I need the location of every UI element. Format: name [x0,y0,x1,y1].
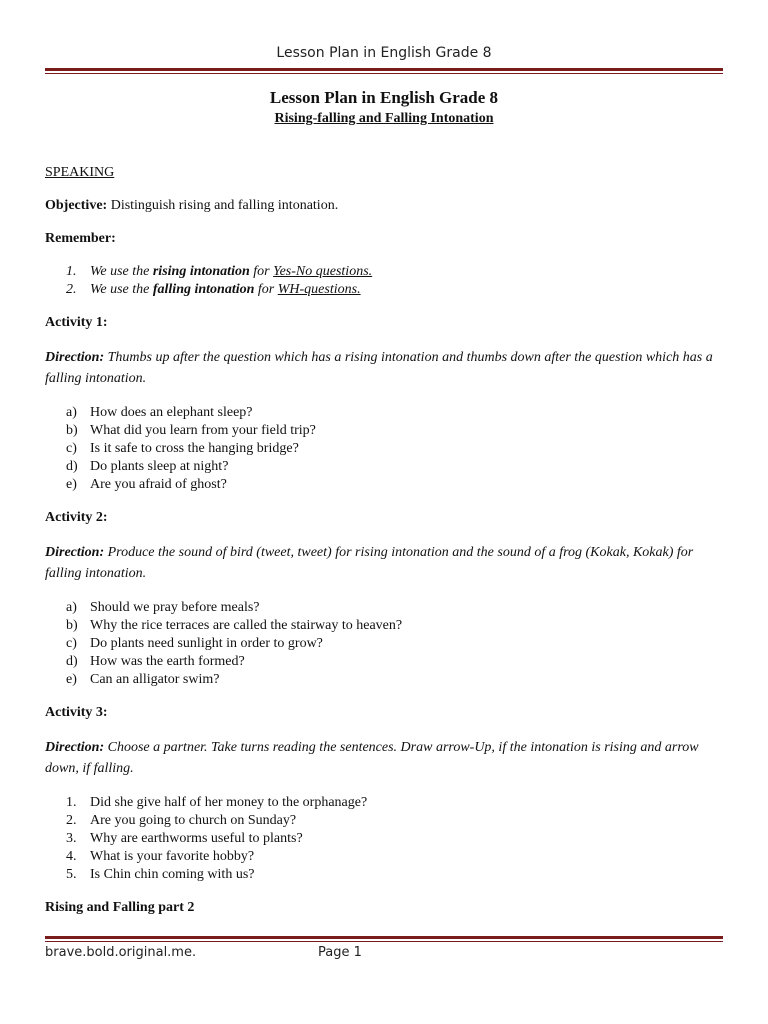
direction-label: Direction: [45,545,105,560]
list-item: b) What did you learn from your field trip? [66,423,316,438]
list-item: a) Should we pray before meals? [66,600,260,615]
list-item: e) Can an alligator swim? [66,672,220,687]
list-item: 4. What is your favorite hobby? [66,849,255,864]
activity-3-direction [45,737,720,779]
remember-heading: Remember: [45,231,116,246]
list-item: 3. Why are earthworms useful to plants? [66,831,303,846]
wh-questions-link: WH-questions. [277,282,361,297]
activity-3-list [45,794,720,884]
list-item: a) How does an elephant sleep? [66,405,253,420]
section-heading: SPEAKING [45,165,115,180]
list-item: e) Are you afraid of ghost? [66,477,227,492]
remember-list [45,263,720,299]
yes-no-questions-link: Yes-No questions. [273,264,373,279]
direction-label: Direction: [45,350,105,365]
document-title: Lesson Plan in English Grade 8 [269,88,499,107]
list-item: d) How was the earth formed? [66,654,245,669]
list-item: 1. We use the rising intonation for Yes-No questions. [66,264,373,279]
activity-2-list [45,599,720,689]
header-title: Lesson Plan in English Grade 8 [276,45,492,61]
list-marker: 1. [66,264,77,279]
footer-rule [45,936,723,942]
direction-label: Direction: [45,740,105,755]
list-item: 2. Are you going to church on Sunday? [66,813,297,828]
list-item: 2. We use the falling intonation for WH-questions. [66,282,361,297]
activity-3-title: Activity 3: [45,705,108,720]
activity-2-title: Activity 2: [45,510,108,525]
document-body [45,164,720,917]
page-number: Page 1 [318,945,362,960]
document-subtitle: Rising-falling and Falling Intonation [274,111,494,126]
direction-text: Choose a partner. Take turns reading the sentences. Draw arrow-Up, if the intonation is rising and arrow down, if falling. [45,740,699,776]
part-2-title: Rising and Falling part 2 [45,900,195,915]
list-marker: 2. [66,282,77,297]
objective [45,197,720,215]
activity-1-title: Activity 1: [45,315,108,330]
objective-text: Distinguish rising and falling intonation. [107,198,339,213]
header-rule [45,68,723,74]
list-item: b) Why the rice terraces are called the stairway to heaven? [66,618,403,633]
direction-text: Produce the sound of bird (tweet, tweet) for rising intonation and the sound of a frog (Kokak, Kokak) for falling intonation. [45,545,694,581]
activity-1-direction [45,347,720,389]
list-item: d) Do plants sleep at night? [66,459,229,474]
list-item: c) Is it safe to cross the hanging bridge? [66,441,299,456]
list-item: 5. Is Chin chin coming with us? [66,867,255,882]
list-item: 1. Did she give half of her money to the orphanage? [66,795,368,810]
objective-label: Objective: [45,198,108,213]
direction-text: Thumbs up after the question which has a rising intonation and thumbs down after the question which has a falling intonation. [45,350,713,386]
footer-site: brave.bold.original.me. [45,945,197,960]
list-item: c) Do plants need sunlight in order to grow? [66,636,323,651]
activity-2-direction [45,542,720,584]
activity-1-list [45,404,720,494]
